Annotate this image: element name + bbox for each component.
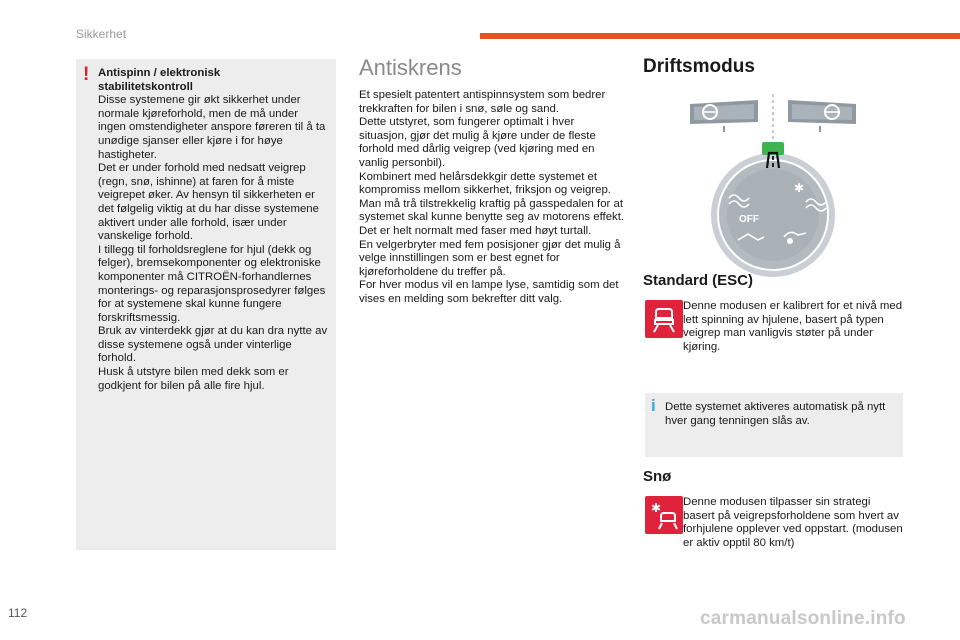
mode-selector-dial bbox=[711, 142, 835, 277]
info-icon: i bbox=[651, 396, 656, 415]
standard-mode-icon bbox=[645, 300, 683, 338]
svg-text:✱: ✱ bbox=[794, 181, 805, 195]
warning-paragraph: I tillegg til forholdsreglene for hjul (dekk og felger), bremsekomponenter og elektroniske komponenter må CITROËN-forhandlernes monterings- og reparasjonsprosedyrer følges for at systemene skal kunne fungere forskriftsmessig. bbox=[98, 243, 326, 324]
info-text: Dette systemet aktiveres automatisk på nytt hver gang tenningen slås av. bbox=[665, 401, 886, 427]
warning-paragraph: Disse systemene gir økt sikkerhet under normale kjøreforhold, men de må under ingen omstendigheter anspore føreren til å ta unødige sjanser eller kjøre i for høye hastigheter. bbox=[98, 94, 326, 161]
warning-paragraph: Det er under forhold med nedsatt veigrep (regn, snø, ishinne) at faren for å miste veigrepet øker. Av hensyn til sikkerheten er det følgelig viktig at du har disse systemene aktivert under alle forhold, især under vanskelige forhold. bbox=[98, 162, 319, 243]
antiskrens-paragraph: En velgerbryter med fem posisjoner gjør det mulig å velge innstillingen som er best egnet for kjøreforholdene du treffer på. bbox=[359, 238, 621, 278]
page-number: 112 bbox=[8, 606, 28, 620]
snow-mode-heading: Snø bbox=[643, 468, 672, 485]
warning-title-line2: stabilitetskontroll bbox=[98, 80, 193, 93]
driftsmodus-heading: Driftsmodus bbox=[643, 56, 755, 77]
standard-mode-heading: Standard (ESC) bbox=[643, 272, 754, 289]
standard-mode-text: Denne modusen er kalibrert for et nivå med lett spinning av hjulene, basert på typen veigrep man vanligvis støter på under kjøring. bbox=[683, 300, 903, 353]
dial-off-label: OFF bbox=[739, 214, 759, 225]
antiskrens-heading: Antiskrens bbox=[359, 55, 462, 80]
traction-dial-icon bbox=[688, 90, 858, 298]
warning-paragraph: Husk å utstyre bilen med dekk som er godkjent for bilen på alle fire hjul. bbox=[98, 366, 289, 392]
svg-text:✱: ✱ bbox=[651, 501, 662, 515]
snow-mode-icon bbox=[645, 496, 683, 534]
antiskrens-paragraph: Man må trå tilstrekkelig kraftig på gasspedalen for at systemet skal kunne benytte seg av motorens effekt. Det er helt normalt med faser med høyt turtall. bbox=[359, 197, 625, 237]
antiskrens-paragraph: Dette utstyret, som fungerer optimalt i hver situasjon, gjør det mulig å kjøre under de fleste forhold med dårlig veigrep (ved kjøring med en vanlig personbil). bbox=[359, 116, 596, 169]
antiskrens-paragraph: For hver modus vil en lampe lyse, samtidig som det vises en melding som bekrefter ditt valg. bbox=[359, 279, 619, 305]
antiskrens-paragraph: Et spesielt patentert antispinnsystem som bedrer trekkraften for bilen i snø, søle og sand. bbox=[359, 89, 606, 115]
snow-mode-text: Denne modusen tilpasser sin strategi basert på veigrepsforholdene som hvert av forhjulene opplever ved oppstart. (modusen er aktiv opptil 80 km/t) bbox=[683, 496, 903, 549]
warning-title-line1: Antispinn / elektronisk bbox=[98, 67, 221, 79]
warning-paragraph: Bruk av vinterdekk gjør at du kan dra nytte av disse systemene også under vinterlige forhold. bbox=[98, 325, 328, 365]
right-indicator-strip bbox=[788, 100, 856, 132]
info-box bbox=[645, 393, 903, 457]
header-accent-bar bbox=[480, 33, 960, 39]
watermark: carmanualsonline.info bbox=[700, 608, 906, 629]
antiskrens-body bbox=[359, 89, 625, 307]
left-indicator-strip bbox=[690, 100, 758, 132]
antiskrens-paragraph: Kombinert med helårsdekkgir dette systemet et kompromiss mellom sikkerhet, friksjon og veigrep. bbox=[359, 170, 611, 197]
warning-box bbox=[76, 59, 336, 550]
section-title: Sikkerhet bbox=[76, 27, 127, 41]
warning-exclamation-icon: ! bbox=[83, 64, 90, 85]
